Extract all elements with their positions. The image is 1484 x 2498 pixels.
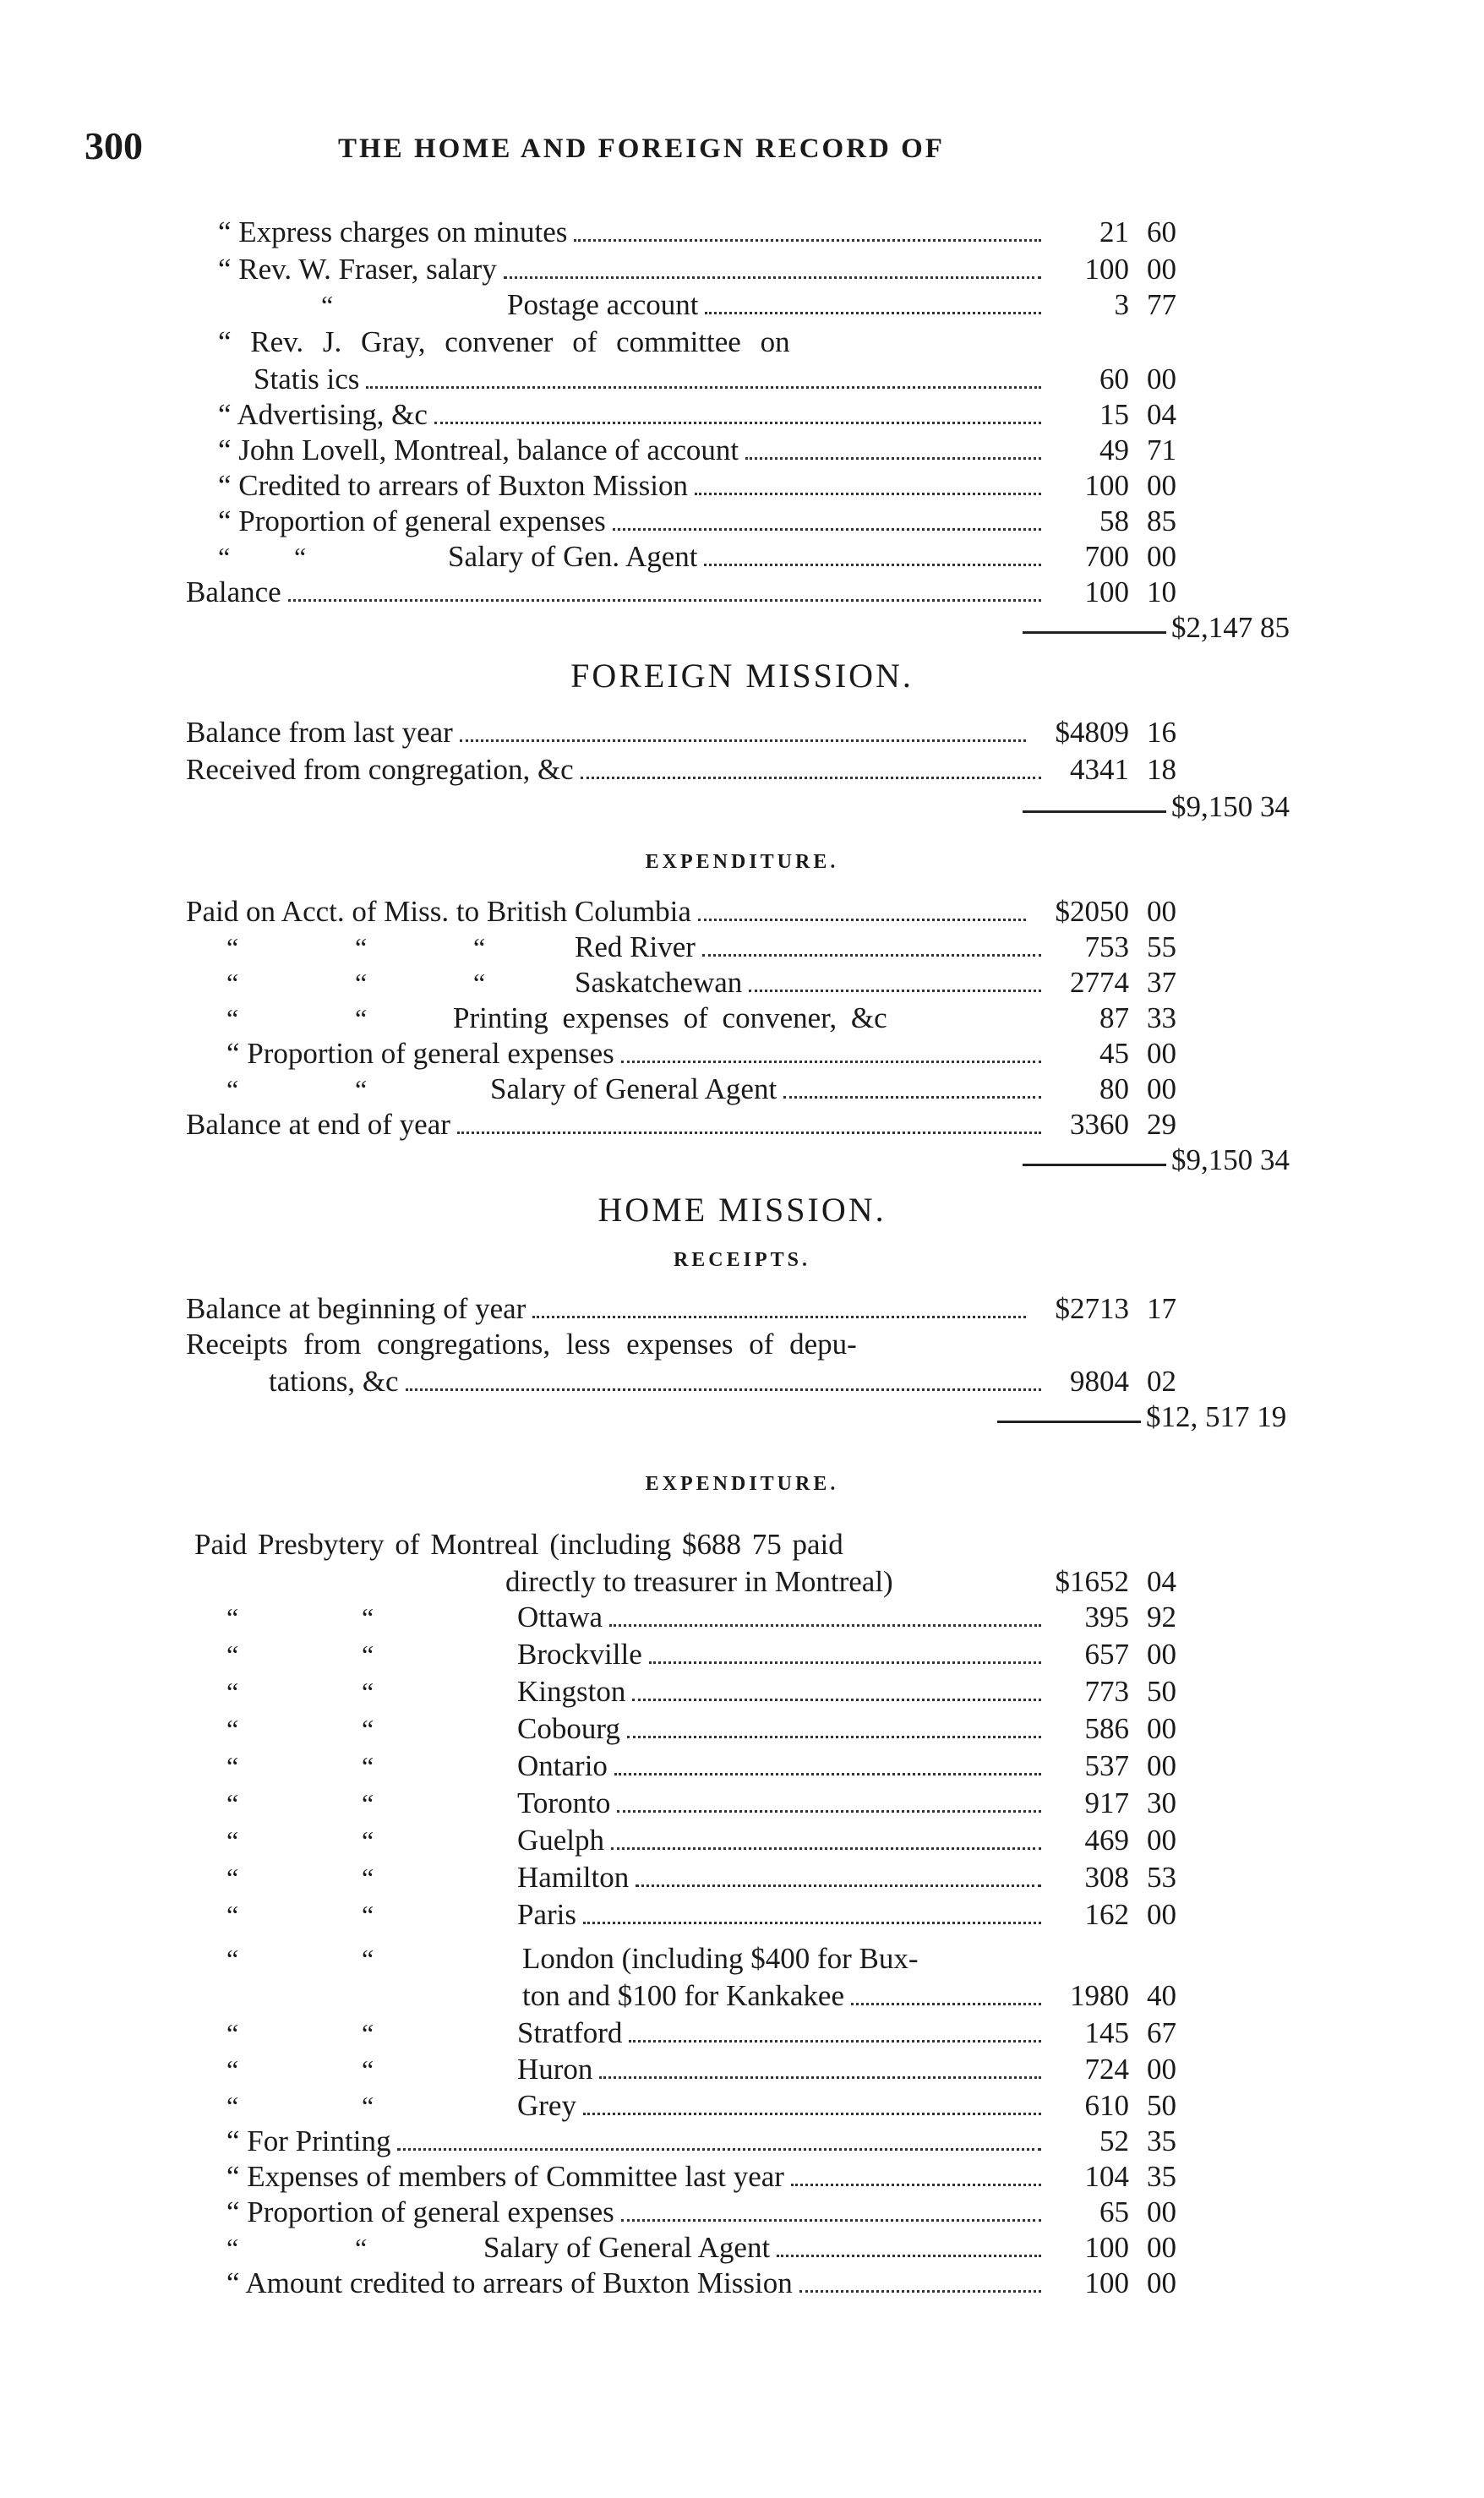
ditto-mark: “: [355, 1074, 368, 1104]
ditto-mark: “: [362, 1825, 374, 1856]
presbytery-amount: 162 00: [1084, 1898, 1176, 1931]
presbytery-name: Huron: [517, 2053, 593, 2086]
ditto-mark: “: [226, 2054, 239, 2085]
presbytery-row: [517, 1896, 1046, 1933]
entry-committee-expenses: “ Expenses of members of Committee last year: [226, 2158, 1046, 2195]
presbytery-amount: 917 30: [1084, 1786, 1176, 1819]
page-number: 300: [85, 124, 143, 167]
entry-buxton-credit: “ Credited to arrears of Buxton Mission: [218, 467, 1046, 505]
entry-montreal-line1: Paid Presbytery of Montreal (including $688 75 paid: [194, 1528, 843, 1561]
entry-british-columbia: Paid on Acct. of Miss. to British Columbia: [186, 893, 1031, 930]
presbytery-row: [517, 1710, 1046, 1748]
entry-foreign-received: Received from congregation, &c: [186, 751, 1046, 788]
ditto-mark: “: [226, 2233, 239, 2263]
amount-london: 1980 40: [1070, 1979, 1176, 2012]
entry-proportion: “ Proportion of general expenses: [218, 503, 1046, 540]
amount-home-printing: 52 35: [1099, 2124, 1176, 2157]
total-value: $2,147 85: [1171, 611, 1290, 644]
presbytery-amount: 537 00: [1084, 1749, 1176, 1782]
heading-home-expenditure: EXPENDITURE.: [645, 1473, 839, 1495]
presbytery-row: [517, 1599, 1046, 1636]
ditto-mark: “: [226, 1639, 239, 1670]
entry-saskatchewan: Saskatchewan: [575, 964, 1046, 1001]
ditto-mark: “: [226, 2091, 239, 2121]
total-rule: [1023, 631, 1166, 634]
entry-london-line2: ton and $100 for Kankakee: [522, 1977, 1046, 2015]
total-value: $9,150 34: [1171, 1143, 1290, 1176]
amount-home-buxton: 100 00: [1084, 2266, 1176, 2299]
presbytery-amount: 724 00: [1084, 2053, 1176, 2086]
presbytery-row: [517, 1748, 1046, 1785]
total-rule: [997, 1421, 1141, 1423]
entry-montreal-line2: directly to treasurer in Montreal): [505, 1565, 893, 1598]
presbytery-amount: 145 67: [1084, 2016, 1176, 2049]
amount-foreign-salary: 80 00: [1099, 1072, 1176, 1105]
amount-salary-agent: 700 00: [1084, 540, 1176, 573]
amount-lovell: 49 71: [1099, 434, 1176, 466]
heading-foreign-expenditure: EXPENDITURE.: [645, 851, 839, 873]
ditto-mark: “: [226, 1863, 239, 1893]
ditto-mark: “: [218, 542, 231, 572]
amount-home-receipts: 9804 02: [1070, 1365, 1176, 1398]
ditto-mark: “: [362, 2018, 374, 2048]
ditto-mark: “: [226, 1944, 239, 1974]
presbytery-name: Toronto: [517, 1786, 611, 1819]
ditto-mark: “: [226, 2018, 239, 2048]
entry-gray-line2: Statis ics: [254, 361, 1046, 398]
entry-foreign-salary: Salary of General Agent: [490, 1071, 1046, 1108]
presbytery-row: [517, 1785, 1046, 1822]
entry-home-receipts-line2: tations, &c: [269, 1363, 1046, 1400]
presbytery-name: Stratford: [517, 2016, 623, 2049]
ditto-mark: “: [362, 2091, 374, 2121]
presbytery-row: [517, 2015, 1046, 2052]
total-value: $9,150 34: [1171, 790, 1290, 823]
ditto-mark: “: [226, 1602, 239, 1633]
entry-london-line1: London (including $400 for Bux-: [522, 1942, 919, 1975]
presbytery-amount: 610 50: [1084, 2089, 1176, 2122]
entry-home-buxton: “ Amount credited to arrears of Buxton Mission: [226, 2265, 1046, 2302]
ditto-mark: “: [226, 1825, 239, 1856]
entry-red-river: Red River: [575, 929, 1046, 966]
ditto-mark: “: [362, 1639, 374, 1670]
entry-lovell: “ John Lovell, Montreal, balance of account: [218, 432, 1046, 469]
ditto-mark: “: [355, 1003, 368, 1034]
ditto-mark: “: [226, 1003, 239, 1034]
amount-balance: 100 10: [1084, 575, 1176, 608]
ditto-mark: “: [355, 2233, 368, 2263]
presbytery-name: Cobourg: [517, 1712, 620, 1745]
ditto-mark: “: [362, 1677, 374, 1707]
presbytery-row: [517, 2087, 1046, 2124]
ditto-mark: “: [226, 968, 239, 998]
amount-british-columbia: $2050 00: [1055, 895, 1176, 928]
amount-saskatchewan: 2774 37: [1070, 966, 1176, 999]
presbytery-amount: 773 50: [1084, 1675, 1176, 1708]
amount-foreign-balance-end: 3360 29: [1070, 1108, 1176, 1141]
presbytery-amount: 657 00: [1084, 1638, 1176, 1671]
page-header: [85, 123, 1352, 174]
entry-foreign-balance-last: Balance from last year: [186, 714, 1031, 751]
ditto-mark: “: [362, 1751, 374, 1781]
entry-fraser-salary: “ Rev. W. Fraser, salary: [218, 251, 1046, 288]
ditto-mark: “: [226, 1788, 239, 1819]
ditto-mark: “: [226, 1074, 239, 1104]
presbytery-row: [517, 1636, 1046, 1673]
amount-gray: 60 00: [1099, 363, 1176, 395]
entry-postage: Postage account: [507, 286, 1046, 324]
entry-salary-agent: Salary of Gen. Agent: [448, 538, 1046, 575]
amount-home-balance-begin: $2713 17: [1055, 1292, 1176, 1325]
ditto-mark: “: [362, 1602, 374, 1633]
presbytery-name: Ontario: [517, 1749, 608, 1782]
ditto-mark: “: [362, 1714, 374, 1744]
entry-express: “ Express charges on minutes: [218, 214, 1046, 251]
ditto-mark: “: [226, 932, 239, 963]
amount-committee-expenses: 104 35: [1084, 2160, 1176, 2193]
ditto-mark: “: [226, 1751, 239, 1781]
presbytery-amount: 586 00: [1084, 1712, 1176, 1745]
amount-montreal: $1652 04: [1055, 1565, 1176, 1598]
ditto-mark: “: [473, 968, 486, 998]
entry-home-printing: “ For Printing: [226, 2123, 1046, 2160]
entry-home-receipts-line1: Receipts from congregations, less expenses of depu-: [186, 1328, 857, 1361]
total-rule: [1023, 810, 1166, 813]
amount-postage: 3 77: [1114, 288, 1176, 321]
presbytery-name: Ottawa: [517, 1601, 603, 1634]
ditto-mark: “: [355, 932, 368, 963]
ditto-mark: “: [473, 932, 486, 963]
entry-gray-line1: “ Rev. J. Gray, convener of committee on: [218, 325, 790, 358]
presbytery-row: [517, 1673, 1046, 1710]
entry-foreign-balance-end: Balance at end of year: [186, 1106, 1046, 1143]
entry-advertising: “ Advertising, &c: [218, 396, 1046, 434]
ditto-mark: “: [294, 542, 307, 572]
ditto-mark: “: [362, 1900, 374, 1930]
total-rule: [1023, 1164, 1166, 1166]
presbytery-amount: 469 00: [1084, 1824, 1176, 1857]
ditto-mark: “: [226, 1900, 239, 1930]
ditto-mark: “: [321, 290, 334, 320]
ditto-mark: “: [362, 1944, 374, 1974]
entry-home-salary: Salary of General Agent: [483, 2229, 1046, 2266]
amount-fraser-salary: 100 00: [1084, 253, 1176, 286]
entry-foreign-proportion: “ Proportion of general expenses: [226, 1035, 1046, 1072]
amount-buxton-credit: 100 00: [1084, 469, 1176, 502]
entry-home-proportion: “ Proportion of general expenses: [226, 2194, 1046, 2231]
presbytery-name: Kingston: [517, 1675, 626, 1708]
presbytery-row: [517, 1822, 1046, 1859]
amount-foreign-proportion: 45 00: [1099, 1037, 1176, 1070]
presbytery-name: Hamilton: [517, 1861, 630, 1894]
amount-proportion: 58 85: [1099, 505, 1176, 537]
amount-home-salary: 100 00: [1084, 2231, 1176, 2264]
amount-foreign-received: 4341 18: [1070, 753, 1176, 786]
ditto-mark: “: [362, 2054, 374, 2085]
presbytery-row: [517, 2051, 1046, 2088]
total-value: $12, 517 19: [1146, 1400, 1287, 1433]
presbytery-name: Grey: [517, 2089, 576, 2122]
entry-balance: Balance: [186, 574, 1046, 611]
ditto-mark: “: [226, 1714, 239, 1744]
presbytery-name: Brockville: [517, 1638, 642, 1671]
running-title: THE HOME AND FOREIGN RECORD OF: [338, 134, 945, 164]
amount-printing-convener: 87 33: [1099, 1001, 1176, 1034]
amount-express: 21 60: [1099, 215, 1176, 248]
amount-red-river: 753 55: [1084, 930, 1176, 963]
presbytery-name: Guelph: [517, 1824, 605, 1857]
heading-foreign-mission: FOREIGN MISSION.: [570, 657, 914, 695]
ditto-mark: “: [355, 968, 368, 998]
heading-home-receipts: RECEIPTS.: [673, 1249, 811, 1271]
entry-home-balance-begin: Balance at beginning of year: [186, 1290, 1031, 1328]
entry-printing-convener: Printing expenses of convener, &c: [453, 1001, 887, 1034]
amount-advertising: 15 04: [1099, 398, 1176, 431]
heading-home-mission: HOME MISSION.: [597, 1191, 887, 1229]
amount-home-proportion: 65 00: [1099, 2195, 1176, 2228]
amount-foreign-balance-last: $4809 16: [1055, 716, 1176, 749]
ditto-mark: “: [362, 1788, 374, 1819]
presbytery-amount: 395 92: [1084, 1601, 1176, 1634]
presbytery-amount: 308 53: [1084, 1861, 1176, 1894]
presbytery-name: Paris: [517, 1898, 576, 1931]
ditto-mark: “: [226, 1677, 239, 1707]
presbytery-row: [517, 1859, 1046, 1896]
ditto-mark: “: [362, 1863, 374, 1893]
